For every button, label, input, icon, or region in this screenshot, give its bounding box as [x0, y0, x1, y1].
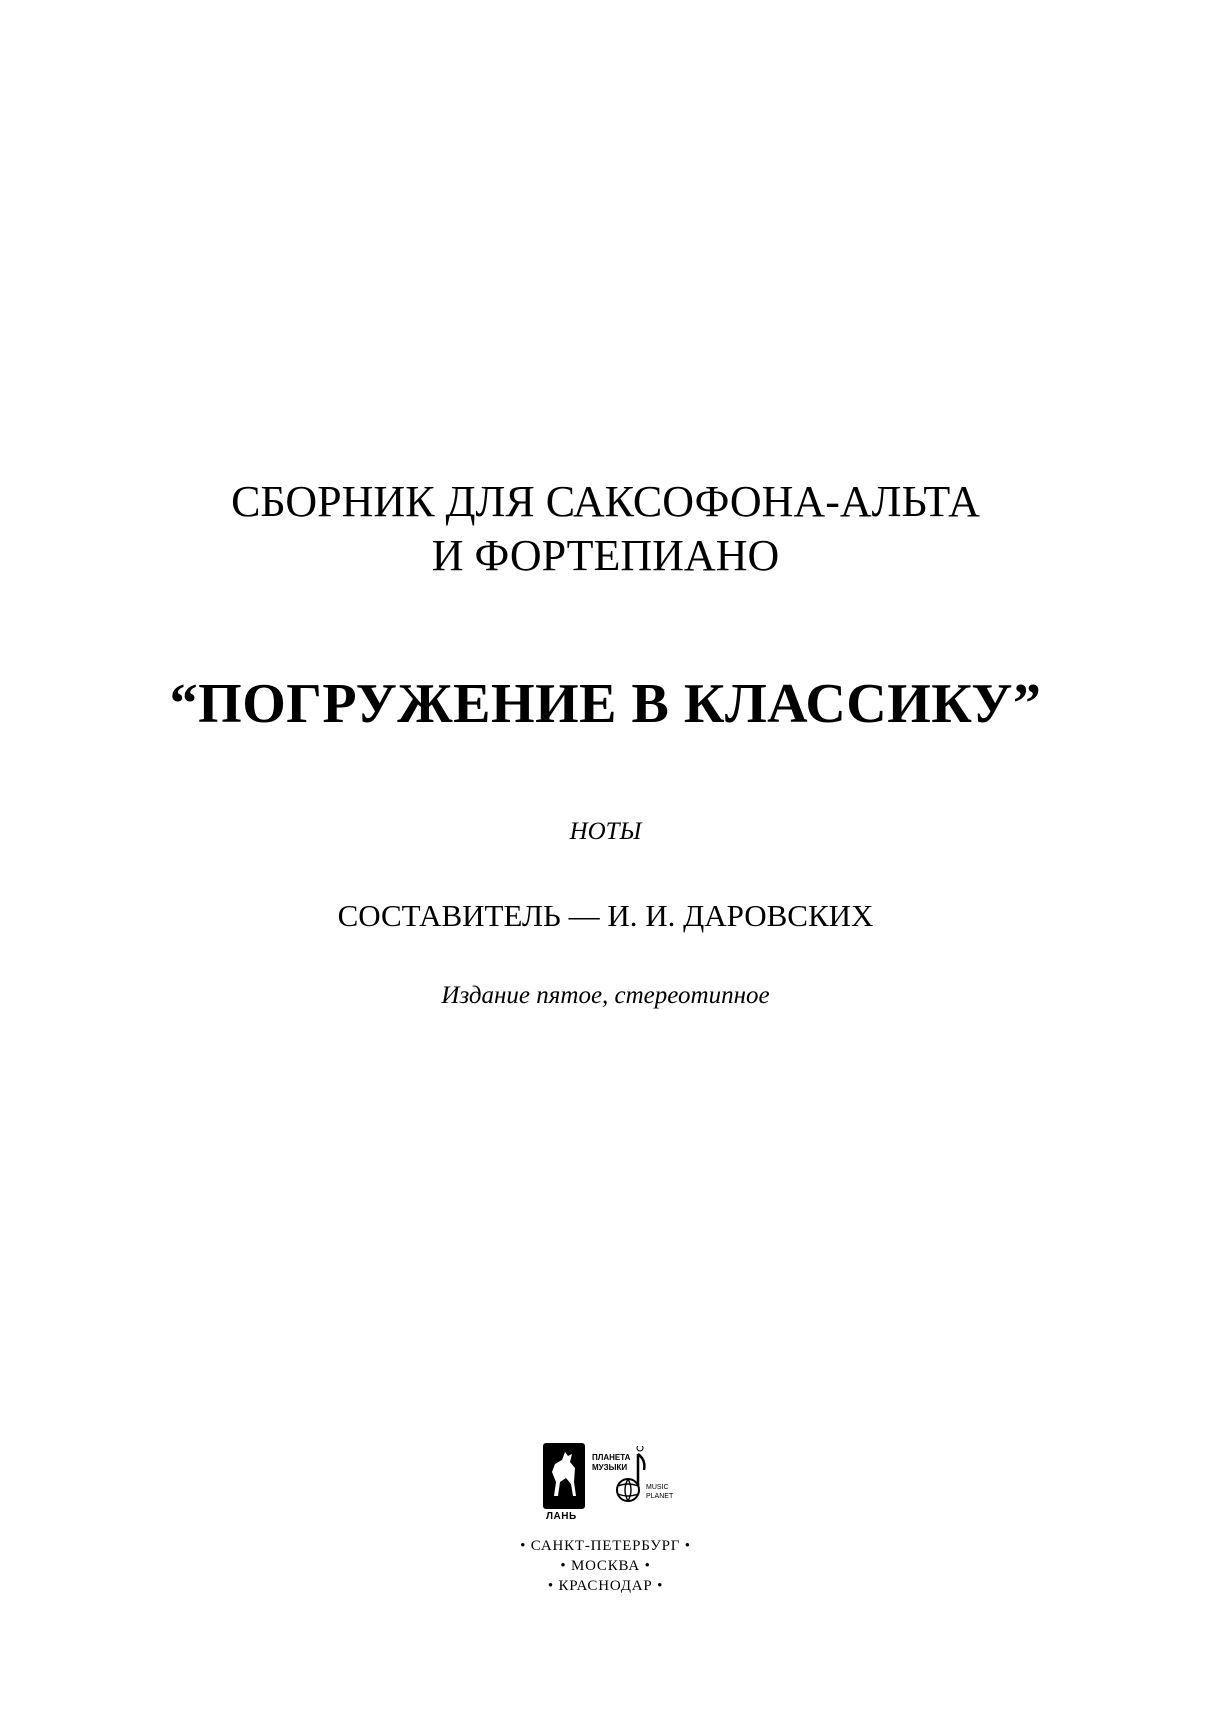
collection-title-line-2: И ФОРТЕПИАНО	[431, 531, 780, 580]
lan-logo-text: ЛАНЬ	[546, 1511, 577, 1522]
main-title: “ПОГРУЖЕНИЕ В КЛАССИКУ”	[169, 673, 1042, 735]
collection-title-line-1: СБОРНИК ДЛЯ САКСОФОНА-АЛЬТА	[231, 477, 980, 526]
city-moscow: • МОСКВА •	[560, 1558, 651, 1574]
city-krasnodar: • КРАСНОДАР •	[547, 1578, 664, 1594]
music-planet-line-1: MUSIC	[646, 1484, 669, 1491]
planeta-logo-line-1: ПЛАНЕТА	[592, 1453, 631, 1462]
edition-line: Издание пятое, стереотипное	[441, 982, 770, 1009]
compiler-line: СОСТАВИТЕЛЬ — И. И. ДАРОВСКИХ	[337, 898, 874, 933]
lan-logo-icon	[542, 1442, 586, 1510]
city-saint-petersburg: • САНКТ-ПЕТЕРБУРГ •	[520, 1538, 691, 1554]
publisher-logos	[542, 1442, 672, 1530]
notes-label: НОТЫ	[569, 818, 642, 845]
music-planet-line-2: PLANET	[646, 1493, 674, 1500]
planeta-logo-line-2: МУЗЫКИ	[592, 1463, 628, 1472]
